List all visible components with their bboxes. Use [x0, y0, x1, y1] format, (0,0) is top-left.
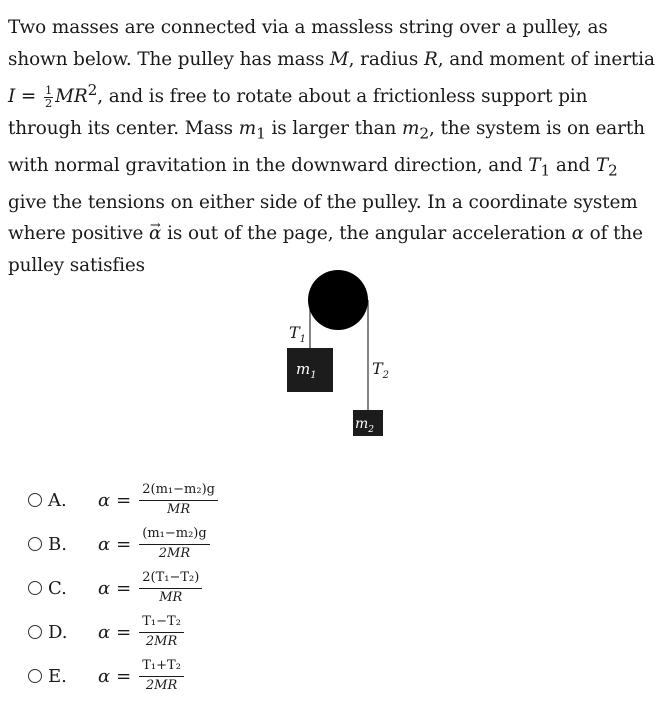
choice-d[interactable]: D. α = $\frac{\text{T₁−T₂}}{2MR}$ — [28, 612, 184, 652]
choice-formula: $\frac{\text{(m₁−m₂)g}}{2MR}$ — [139, 526, 209, 562]
choice-a[interactable]: A. α = $\frac{\text{2(m₁−m₂)g}}{MR}$ — [28, 480, 218, 520]
choice-formula: $\frac{\text{2(m₁−m₂)g}}{MR}$ — [139, 482, 218, 518]
question-paragraph: Two masses are connected via a massless string over a pulley, as shown below. The pulley has mass M, radius R, and moment of inertia I = $\frac{1}{2}$ $MR^2$, and is free to rotate about a frictionless support pin through its center. Mass $m_1$ is larger than $m_2$, the system is on earth with normal gravitation in the downward direction, and $T_1$ and $T_2$ give the tensions on either side of the pulley. In a coordinate system where positive → α is out of the page, the angular acceleration α of the pulley satisfies — [8, 12, 658, 281]
half-fraction: $\frac{1}{2}$ — [44, 83, 53, 111]
radio-d[interactable] — [28, 625, 42, 639]
choice-formula: $\frac{\text{T₁−T₂}}{2MR}$ — [139, 614, 184, 650]
question-text — [8, 12, 658, 281]
label-m2: $m_2$ — [355, 416, 375, 435]
radio-e[interactable] — [28, 669, 42, 683]
radio-b[interactable] — [28, 537, 42, 551]
choice-e[interactable]: E. α = $\frac{\text{T₁+T₂}}{2MR}$ — [28, 656, 184, 696]
radio-c[interactable] — [28, 581, 42, 595]
choice-letter: B. — [48, 533, 67, 555]
choice-c[interactable]: C. α = $\frac{\text{2(T₁−T₂)}}{MR}$ — [28, 568, 202, 608]
choice-letter: D. — [48, 621, 68, 643]
label-T2: $T_2$ — [372, 359, 390, 381]
label-T1: $T_1$ — [289, 323, 307, 345]
label-m1: $m_1$ — [296, 360, 317, 381]
radio-a[interactable] — [28, 493, 42, 507]
choice-b[interactable]: B. α = $\frac{\text{(m₁−m₂)g}}{2MR}$ — [28, 524, 210, 564]
choice-letter: C. — [48, 577, 67, 599]
choice-letter: E. — [48, 665, 67, 687]
pulley — [308, 270, 368, 330]
choice-letter: A. — [48, 489, 67, 511]
choice-formula: $\frac{\text{2(T₁−T₂)}}{MR}$ — [139, 570, 202, 606]
alpha-vector: → α — [149, 218, 161, 250]
pulley-diagram — [270, 262, 410, 442]
choice-formula: $\frac{\text{T₁+T₂}}{2MR}$ — [139, 658, 184, 694]
